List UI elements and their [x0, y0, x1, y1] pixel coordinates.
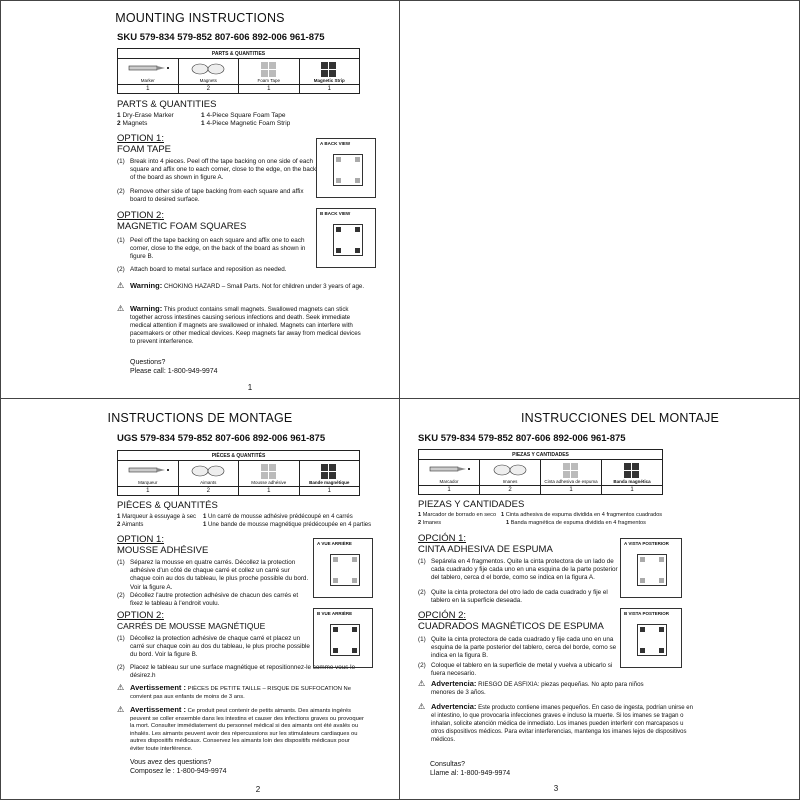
warning-label: Warning: — [130, 304, 163, 313]
step-number: (2) — [117, 664, 125, 671]
parts-table-header: PIEZAS Y CANTIDADES — [419, 450, 662, 460]
foam-tape-icon — [563, 463, 579, 479]
part-label: Marqueur à essuyage à sec — [122, 514, 197, 520]
option-label: OPTION 2: — [117, 210, 164, 221]
option-name: MAGNETIC FOAM SQUARES — [117, 221, 247, 232]
parts-list — [117, 513, 372, 529]
part-qty: 1 — [419, 486, 480, 494]
part-name: Mousse adhésive — [251, 480, 287, 485]
step-text: Peel off the tape backing on each square and affix one to each corner, close to the edge, on the back of the board as shown in figure B. — [130, 237, 306, 261]
magnets-icon — [191, 62, 225, 76]
part-label: Marcador de borrado en seco — [422, 512, 497, 518]
part-cell-foam-tape — [541, 460, 602, 485]
part-qty: 1 — [118, 487, 179, 495]
step-number: (1) — [117, 158, 125, 165]
board-outline — [333, 154, 363, 186]
contact-info — [130, 758, 227, 776]
warning-icon: ⚠ — [418, 679, 426, 688]
page-title: INSTRUCTIONS DE MONTAGE — [107, 411, 293, 425]
board-outline — [637, 554, 667, 586]
magnetic-strip-icon — [321, 464, 337, 480]
option-label: OPTION 1: — [117, 534, 164, 545]
part-label: Cinta adhesiva de espuma dividida en 4 fragmentos cuadrados — [505, 512, 663, 518]
figure-label: A VUE ARRIÈRE — [317, 541, 352, 546]
part-qty: 2 — [179, 85, 240, 93]
figure-label: B BACK VIEW — [320, 211, 351, 216]
part-name: Marker — [140, 78, 155, 83]
step-text: Décollez l'autre protection adhésive de chacun des carrés et fixez le tableau à l'endroit voulu. — [130, 592, 299, 608]
parts-heading: PARTS & QUANTITIES — [117, 99, 217, 110]
option-2-step-2 — [117, 266, 317, 274]
questions-label: Consultas? — [430, 761, 466, 768]
part-label: Dry-Erase Marker — [122, 112, 174, 119]
part-name: Cinta adhesiva de espuma — [544, 479, 598, 484]
part-qty: 2 — [179, 487, 240, 495]
warning-icon: ⚠ — [117, 683, 125, 692]
part-count: 1 — [203, 514, 207, 520]
board-outline — [333, 224, 363, 256]
foam-tape-icon — [261, 62, 277, 78]
option-2-heading — [418, 610, 604, 632]
option-1-step-2 — [418, 589, 618, 605]
magnets-icon — [493, 463, 527, 477]
step-number: (1) — [418, 558, 426, 565]
questions-label: Questions? — [130, 359, 166, 366]
part-count: 2 — [418, 519, 422, 526]
part-name: Magnets — [199, 78, 217, 83]
option-1-heading — [117, 534, 208, 556]
option-1-heading — [418, 533, 553, 555]
option-1-step-1 — [117, 559, 312, 592]
choking-warning — [117, 282, 365, 291]
part-cell-magnetic-strip — [300, 461, 360, 486]
warning-label: Advertencia: — [431, 679, 477, 688]
foam-squares-diagram — [334, 155, 364, 187]
part-name: Magnetic Strip — [313, 78, 345, 83]
page-number: 1 — [247, 383, 253, 392]
part-label: Aimants — [121, 522, 144, 528]
part-count: 2 — [117, 522, 121, 528]
part-label: Banda magnética de espuma dividida en 4 fragmentos — [510, 519, 646, 526]
step-text: Séparez la mousse en quatre carrés. Décollez la protection adhésive d'un côté de chaque carré et collez un carré sur chaque coin au dos du tableau, le plus proche possible du bord. Voir la figure A. — [130, 559, 309, 591]
step-text: Décollez la protection adhésive de chaque carré et placez un carré sur chaque coin au dos du tableau, le plus proche possible du bord. Voir la figure B. — [130, 635, 310, 659]
part-qty: 1 — [118, 85, 179, 93]
part-name: Imanes — [502, 479, 518, 484]
step-number: (1) — [117, 559, 125, 566]
magnet-warning — [117, 305, 365, 346]
part-qty: 1 — [327, 488, 331, 494]
warning-text: PIÈCES DE PETITE TAILLE – RISQUE DE SUFFOCATION Ne convient pas aux enfants de moins de 3 ans. — [130, 686, 351, 700]
option-2-step-2 — [418, 662, 618, 678]
contact-info — [130, 358, 218, 376]
warning-label: Avertissement : — [130, 683, 186, 692]
page-number: 3 — [553, 784, 559, 793]
option-2-step-1 — [117, 237, 317, 262]
marker-icon — [127, 62, 169, 74]
option-2-heading — [117, 210, 246, 232]
part-label: Magnets — [122, 120, 148, 127]
warning-text: Ce produit peut contenir de petits aimants. Des aimants ingérés peuvent se coller ensemble dans les intestins et causer des infections graves ou provoquer la mort. Consulter immédiatement du personnel médical si des aimants ont été avalés ou inhalés. Les aimants peuvent avoir des répercussions sur les stimulateurs cardiaques ou autres dispositifs médicaux. Conservez les aimants loin des dispositifs médicaux pour éviter toute interférence. — [130, 708, 364, 752]
foam-squares-diagram — [331, 555, 361, 587]
page-number: 2 — [255, 785, 261, 794]
step-number: (1) — [117, 237, 125, 244]
part-cell-foam-tape — [239, 461, 300, 486]
figure-a-back-view — [316, 138, 376, 198]
option-2-heading — [117, 610, 265, 631]
warning-text: CHOKING HAZARD – Small Parts. Not for children under 3 years of age. — [163, 283, 365, 290]
figure-label: A BACK VIEW — [320, 141, 351, 146]
option-1-step-2 — [117, 188, 317, 204]
warning-label: Avertissement : — [130, 705, 186, 714]
option-name: CINTA ADHESIVA DE ESPUMA — [418, 544, 553, 555]
option-label: OPTION 2: — [117, 610, 164, 621]
part-name: Foam Tape — [257, 78, 280, 83]
warning-text: Este producto contiene imanes pequeños. En caso de ingesta, podrían unirse en el intestino, lo que provocaría infecciones graves e incluso la muerte. Si los imanes se tragan o inhalan, solicite atención médica de inmediato. Los imanes pueden interferir con marcapasos u otros dispositivos médicos. Para evitar interferencias, mantenga los imanes lejos de dispositivos médicos. — [431, 705, 693, 743]
option-1-step-1 — [117, 158, 317, 183]
part-cell-magnets — [179, 59, 240, 84]
warning-icon: ⚠ — [117, 281, 125, 290]
part-name: Marcador — [439, 479, 459, 484]
parts-table — [117, 450, 360, 496]
part-name: Banda magnética — [613, 479, 651, 484]
part-count: 1 — [117, 514, 121, 520]
option-name: MOUSSE ADHÉSIVE — [117, 545, 209, 556]
parts-table-header: PARTS & QUANTITIES — [118, 49, 359, 59]
parts-table-header: PIÈCES & QUANTITÉS — [118, 451, 359, 461]
step-number: (1) — [117, 635, 125, 642]
step-text: Quite la cinta protectora de cada cuadrado y fije cada uno en una esquina de la parte posterior del tablero, cerca del borde, como se indica en la figura B. — [431, 636, 617, 660]
part-count: 1 — [117, 112, 121, 119]
part-cell-magnetic-strip — [300, 59, 360, 84]
foam-tape-icon — [261, 464, 277, 480]
step-number: (2) — [117, 266, 125, 273]
step-number: (2) — [117, 188, 125, 195]
part-cell-marker — [118, 461, 179, 486]
sku-line: UGS 579-834 579-852 807-606 892-006 961-875 — [117, 433, 326, 444]
marker-icon — [428, 463, 470, 475]
panel-french — [0, 400, 400, 800]
part-qty: 2 — [480, 486, 541, 494]
warning-label: Warning: — [130, 281, 163, 290]
warning-label: Advertencia: — [431, 702, 477, 711]
choking-warning — [418, 680, 658, 697]
parts-heading: PIÈCES & QUANTITÉS — [117, 500, 218, 511]
part-qty: 1 — [630, 487, 634, 493]
contact-info — [430, 760, 510, 778]
step-number: (2) — [117, 592, 125, 599]
part-count: 1 — [201, 120, 205, 127]
part-label: 4-Piece Square Foam Tape — [206, 112, 286, 119]
step-text: Quite la cinta protectora del otro lado de cada cuadrado y fije el tablero en la superficie deseada. — [431, 589, 608, 605]
part-qty: 1 — [541, 486, 602, 494]
step-text: Placez le tableau sur une surface magnétique et repositionnez-le comme vous le désirez.h — [130, 664, 356, 680]
part-cell-marker — [419, 460, 480, 485]
step-text: Remove other side of tape backing from each square and affix board to desired surface. — [130, 188, 304, 204]
part-name: Bande magnétique — [309, 480, 350, 485]
choking-warning — [117, 684, 365, 701]
magnetic-squares-diagram — [638, 625, 668, 657]
questions-label: Vous avez des questions? — [130, 759, 212, 766]
page-title: INSTRUCCIONES DEL MONTAJE — [520, 411, 720, 425]
foam-squares-diagram — [638, 555, 668, 587]
part-count: 2 — [117, 120, 121, 127]
option-2-step-1 — [418, 636, 618, 661]
option-1-heading — [117, 133, 171, 155]
option-label: OPCIÓN 1: — [418, 533, 467, 544]
warning-text: This product contains small magnets. Swallowed magnets can stick together across intestines causing serious infections and death. Seek immediate medical attention if magnets are swallowed or inhaled. Magnets can interfere with pacemakers or other medical devices. Keep magnets far away from medical devices to prevent interference. — [130, 306, 361, 345]
part-count: 1 — [201, 112, 205, 119]
part-qty: 1 — [327, 86, 331, 92]
board-outline — [330, 554, 360, 586]
panel-blank — [400, 0, 800, 400]
magnet-warning — [117, 706, 365, 753]
warning-text: RIESGO DE ASFIXIA: piezas pequeñas. No apto para niños menores de 3 años. — [431, 681, 644, 696]
phone-number: Llame al: 1-800-949-9974 — [430, 770, 511, 777]
part-count: 1 — [501, 512, 505, 518]
part-label: Un carré de mousse adhésive prédécoupé en 4 carrés — [208, 514, 353, 520]
panel-english — [0, 0, 400, 400]
part-cell-foam-tape — [239, 59, 300, 84]
magnetic-strip-icon — [624, 463, 640, 479]
magnetic-squares-diagram — [334, 225, 364, 257]
part-qty: 1 — [239, 487, 300, 495]
sku-line: SKU 579-834 579-852 807-606 892-006 961-875 — [117, 32, 325, 43]
option-name: FOAM TAPE — [117, 144, 172, 155]
warning-icon: ⚠ — [117, 705, 125, 714]
phone-number: Composez le : 1-800-949-9974 — [130, 768, 227, 775]
marker-icon — [127, 464, 169, 476]
part-cell-magnets — [480, 460, 541, 485]
figure-label: B VISTA POSTERIOR — [624, 611, 670, 616]
figure-b-back-view — [620, 608, 682, 668]
part-count: 1 — [203, 522, 207, 528]
magnetic-squares-diagram — [331, 625, 361, 657]
figure-a-back-view — [313, 538, 373, 598]
parts-list — [418, 512, 663, 527]
step-text: Coloque el tablero en la superficie de metal y vuelva a ubicarlo si fuera necesario. — [431, 662, 613, 678]
part-name: Aimants — [200, 480, 217, 485]
figure-label: B VUE ARRIÈRE — [317, 611, 353, 616]
step-number: (2) — [418, 662, 426, 669]
part-count: 1 — [506, 519, 510, 526]
option-1-step-2 — [117, 592, 312, 608]
step-number: (2) — [418, 589, 426, 596]
parts-table — [418, 449, 663, 495]
part-label: 4-Piece Magnetic Foam Strip — [206, 120, 291, 127]
parts-table — [117, 48, 360, 94]
step-text: Attach board to metal surface and reposition as needed. — [130, 266, 287, 273]
part-cell-magnetic-strip — [602, 460, 662, 485]
option-2-step-1 — [117, 635, 312, 660]
sku-line: SKU 579-834 579-852 807-606 892-006 961-875 — [418, 433, 626, 444]
parts-list — [117, 112, 291, 128]
part-cell-marker — [118, 59, 179, 84]
board-outline — [330, 624, 360, 656]
step-number: (1) — [418, 636, 426, 643]
step-text: Sepárela en 4 fragmentos. Quite la cinta protectora de un lado de cada cuadrado y fije cada uno en una esquina de la parte posterior del tablero, cerca d el borde, como se indica en la figura A. — [431, 558, 618, 582]
part-cell-magnets — [179, 461, 240, 486]
part-name: Marqueur — [138, 480, 158, 485]
panel-spanish — [400, 400, 800, 800]
parts-heading: PIEZAS Y CANTIDADES — [418, 499, 525, 510]
option-name: CARRÉS DE MOUSSE MAGNÉTIQUE — [117, 621, 266, 631]
option-name: CUADRADOS MAGNÉTICOS DE ESPUMA — [418, 621, 604, 632]
warning-icon: ⚠ — [117, 304, 125, 313]
board-outline — [637, 624, 667, 656]
part-label: Imanes — [422, 519, 442, 526]
figure-label: A VISTA POSTERIOR — [624, 541, 669, 546]
part-count: 1 — [418, 512, 422, 518]
option-1-step-1 — [418, 558, 618, 583]
page-title: MOUNTING INSTRUCTIONS — [115, 11, 285, 25]
magnets-icon — [191, 464, 225, 478]
part-label: Une bande de mousse magnétique prédécoupée en 4 parties — [208, 522, 372, 528]
figure-a-back-view — [620, 538, 682, 598]
option-label: OPTION 1: — [117, 133, 164, 144]
phone-number: Please call: 1-800-949-9974 — [130, 368, 218, 375]
magnetic-strip-icon — [321, 62, 337, 78]
warning-icon: ⚠ — [418, 702, 426, 711]
part-qty: 1 — [239, 85, 300, 93]
step-text: Break into 4 pieces. Peel off the tape backing on one side of each square and affix one to each corner, close to the edge, on the back of the board as shown in figure A. — [130, 158, 317, 182]
magnet-warning — [418, 703, 693, 744]
option-label: OPCIÓN 2: — [418, 610, 467, 621]
figure-b-back-view — [316, 208, 376, 268]
figure-b-back-view — [313, 608, 373, 668]
